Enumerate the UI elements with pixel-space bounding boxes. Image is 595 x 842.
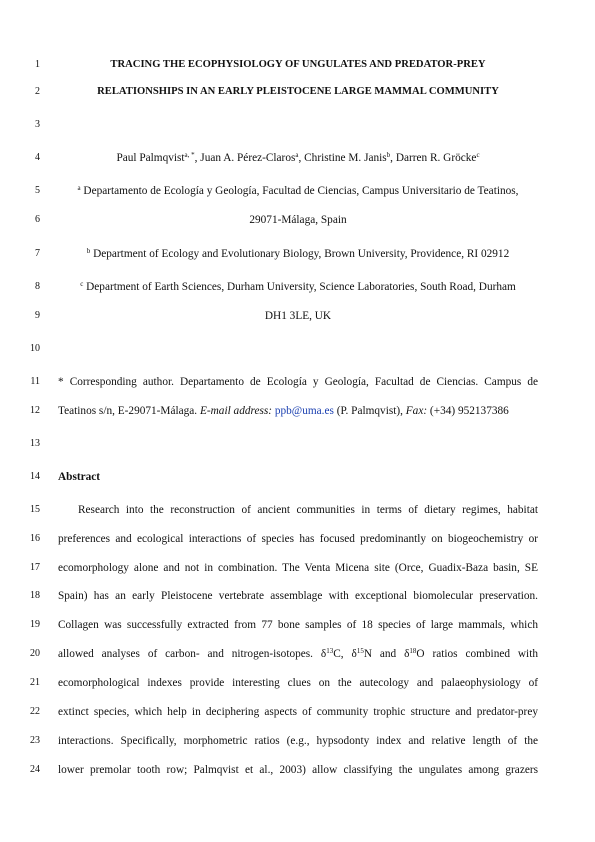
line-number: 17 bbox=[30, 562, 40, 573]
abstract-line: preferences and ecological interactions of species has focused predominantly on biogeochemistry or bbox=[58, 533, 538, 545]
abstract-text: O ratios combined with bbox=[416, 648, 538, 660]
line-number: 3 bbox=[35, 119, 40, 130]
correspondence-line-1: * Corresponding author. Departamento de Ecología y Geología, Facultad de Ciencias. Campus de bbox=[58, 376, 538, 388]
isotope-mass-number: 18 bbox=[409, 647, 417, 655]
line-number: 24 bbox=[30, 764, 40, 775]
correspondence-author: (P. Palmqvist), bbox=[333, 405, 406, 417]
line-number: 18 bbox=[30, 590, 40, 601]
email-label: E-mail address: bbox=[199, 405, 273, 417]
abstract-line: Spain) has an early Pleistocene vertebrate assemblage with exceptional biomolecular preservation. bbox=[58, 590, 538, 602]
abstract-text: allowed analyses of carbon- and nitrogen-isotopes. δ bbox=[58, 648, 327, 660]
isotope-mass-number: 13 bbox=[326, 647, 334, 655]
affiliation-mark: c bbox=[80, 280, 84, 288]
line-number: 7 bbox=[35, 248, 40, 259]
affiliation-a-continued: 29071-Málaga, Spain bbox=[249, 214, 347, 226]
affiliation-a bbox=[58, 184, 538, 198]
affiliation-mark: a bbox=[77, 184, 81, 192]
author-name: , Christine M. Janis bbox=[298, 152, 387, 164]
abstract-heading: Abstract bbox=[58, 471, 101, 483]
abstract-line: Research into the reconstruction of ancient communities in terms of dietary regimes, habitat bbox=[78, 504, 538, 516]
abstract-line: extinct species, which help in deciphering aspects of community trophic structure and predator-prey bbox=[58, 706, 538, 718]
abstract-text: C, δ bbox=[333, 648, 357, 660]
fax-label: Fax: bbox=[405, 405, 428, 417]
affiliation-c-continued: DH1 3LE, UK bbox=[264, 310, 332, 322]
isotope-mass-number: 15 bbox=[356, 647, 364, 655]
author-affiliation-mark: a, * bbox=[184, 151, 195, 159]
paper-title-line-2: RELATIONSHIPS IN AN EARLY PLEISTOCENE LARGE MAMMAL COMMUNITY bbox=[97, 86, 499, 97]
affiliation-b bbox=[58, 247, 538, 261]
author-name: Paul Palmqvist bbox=[116, 152, 185, 164]
author-name: , Darren R. Gröcke bbox=[390, 152, 477, 164]
line-number: 8 bbox=[35, 281, 40, 292]
abstract-line: ecomorphology alone and not in combination. The Venta Micena site (Orce, Guadix-Baza basin, SE bbox=[58, 562, 538, 574]
abstract-text: N and δ bbox=[363, 648, 410, 660]
line-number: 10 bbox=[30, 343, 40, 354]
email-link[interactable]: ppb@uma.es bbox=[274, 405, 334, 417]
abstract-line: ecomorphological indexes provide interesting clues on the autecology and palaeophysiology of bbox=[58, 677, 538, 689]
abstract-line: Collagen was successfully extracted from 77 bone samples of 18 species of large mammals, which bbox=[58, 619, 538, 631]
line-number: 2 bbox=[35, 86, 40, 97]
line-number: 12 bbox=[30, 405, 40, 416]
fax-number: (+34) 952137386 bbox=[427, 405, 509, 417]
affiliation-text: Department of Earth Sciences, Durham University, Science Laboratories, South Road, Durham bbox=[83, 281, 516, 293]
abstract-line-isotopes bbox=[58, 647, 538, 661]
author-affiliation-mark: b bbox=[386, 151, 391, 159]
line-number: 19 bbox=[30, 619, 40, 630]
line-number: 22 bbox=[30, 706, 40, 717]
affiliation-c bbox=[58, 280, 538, 294]
paper-title-line-1: TRACING THE ECOPHYSIOLOGY OF UNGULATES AND PREDATOR-PREY bbox=[110, 59, 486, 70]
author-affiliation-mark: c bbox=[476, 151, 480, 159]
line-number: 13 bbox=[30, 438, 40, 449]
line-number: 4 bbox=[35, 152, 40, 163]
affiliation-mark: b bbox=[86, 247, 91, 255]
line-number: 15 bbox=[30, 504, 40, 515]
line-number: 14 bbox=[30, 471, 40, 482]
abstract-line: lower premolar tooth row; Palmqvist et al., 2003) allow classifying the ungulates among grazers bbox=[58, 764, 538, 776]
author-affiliation-mark: a bbox=[295, 151, 299, 159]
abstract-line: interactions. Specifically, morphometric ratios (e.g., hypsodonty index and relative length of the bbox=[58, 735, 538, 747]
line-number: 6 bbox=[35, 214, 40, 225]
line-number: 16 bbox=[30, 533, 40, 544]
correspondence-address: Teatinos s/n, E-29071-Málaga. bbox=[58, 405, 200, 417]
author-list bbox=[58, 151, 538, 165]
author-name: , Juan A. Pérez-Claros bbox=[194, 152, 296, 164]
affiliation-text: Department of Ecology and Evolutionary Biology, Brown University, Providence, RI 02912 bbox=[90, 248, 510, 260]
line-number: 9 bbox=[35, 310, 40, 321]
line-number: 23 bbox=[30, 735, 40, 746]
line-number: 21 bbox=[30, 677, 40, 688]
line-number: 5 bbox=[35, 185, 40, 196]
affiliation-text: Departamento de Ecología y Geología, Facultad de Ciencias, Campus Universitario de Teatinos, bbox=[80, 185, 519, 197]
line-number: 11 bbox=[30, 376, 40, 387]
line-number: 1 bbox=[35, 59, 40, 70]
correspondence-line-2 bbox=[58, 404, 538, 418]
line-number: 20 bbox=[30, 648, 40, 659]
